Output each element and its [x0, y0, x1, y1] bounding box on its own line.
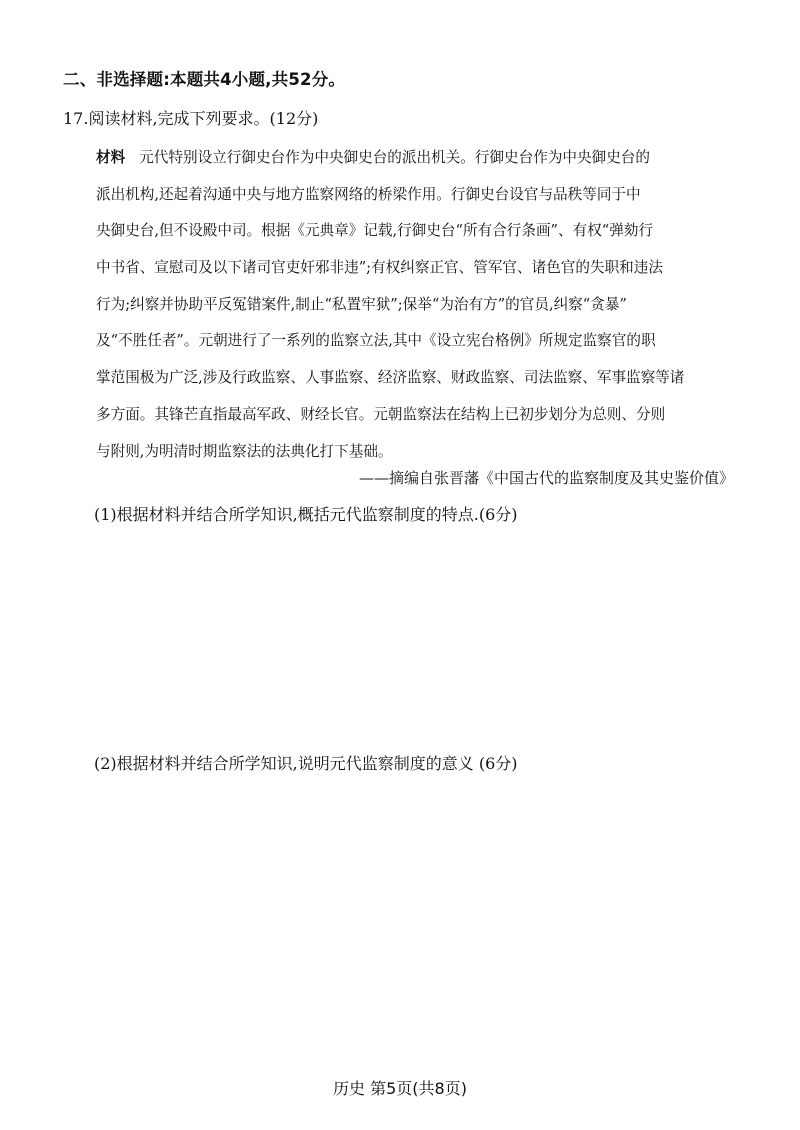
material-line: 多方面。其锋芒直指最高军政、财经长官。元朝监察法在结构上已初步划分为总则、分则 [96, 405, 666, 423]
page-footer: 历史 第5页(共8页) [333, 1079, 467, 1098]
material-line: 及“不胜任者”。元朝进行了一系列的监察立法,其中《设立宪台格例》所规定监察官的职 [96, 332, 656, 350]
material-line: 央御史台,但不设殿中司。根据《元典章》记载,行御史台“所有合行条画”、有权“弹劾行 [96, 222, 654, 240]
material-source: ——摘编自张晋藩《中国古代的监察制度及其史鉴价值》 [358, 469, 734, 487]
material-passage [96, 140, 736, 470]
material-line: 中书省、宣慰司及以下诸司官吏奸邪非违”;有权纠察正官、管军官、诸色官的失职和违法 [96, 259, 663, 277]
material-line: 与附则,为明清时期监察法的法典化打下基础。 [96, 442, 393, 460]
material-line: 掌范围极为广泛,涉及行政监察、人事监察、经济监察、财政监察、司法监察、军事监察等诸 [96, 369, 685, 387]
material-label: 材料 [96, 149, 126, 166]
material-line: 派出机构,还起着沟通中央与地方监察网络的桥梁作用。行御史台设官与品秩等同于中 [96, 185, 641, 203]
question-17-stem: 17.阅读材料,完成下列要求。(12分) [63, 109, 319, 128]
material-line-text: 元代特别设立行御史台作为中央御史台的派出机关。行御史台作为中央御史台的 [139, 149, 650, 166]
sub-question-2: (2)根据材料并结合所学知识,说明元代监察制度的意义 (6分) [94, 754, 518, 773]
material-line [96, 140, 736, 177]
sub-question-1: (1)根据材料并结合所学知识,概括元代监察制度的特点.(6分) [94, 505, 518, 524]
section-heading: 二、非选择题:本题共4小题,共52分。 [63, 70, 346, 89]
material-line: 行为;纠察并协助平反冤错案件,制止“私置牢狱”;保举“为治有方”的官员,纠察“贪暴” [96, 295, 627, 313]
